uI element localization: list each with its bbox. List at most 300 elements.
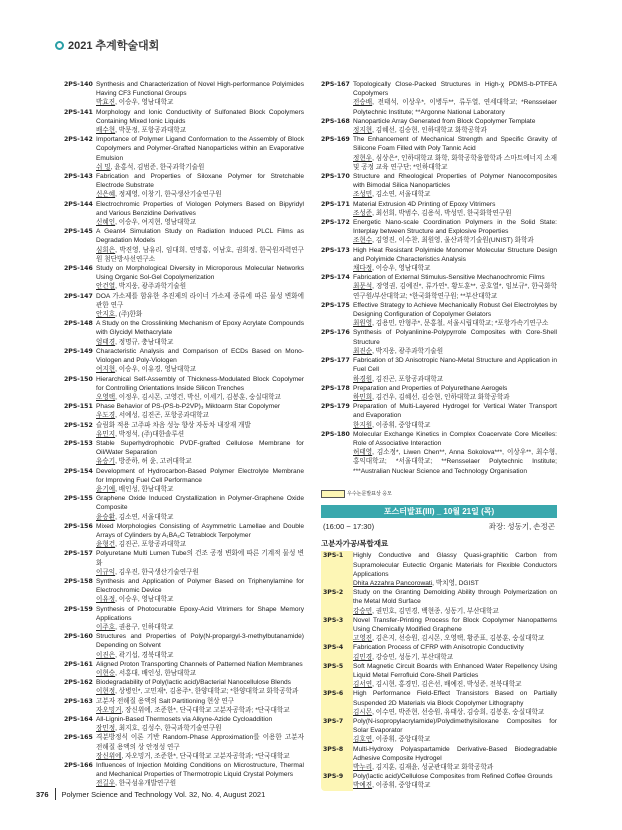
entry-body [96, 135, 304, 172]
entry-code: 2PS-149 [64, 347, 93, 355]
presenting-author: 조성민 [353, 191, 373, 199]
entry-code: 2PS-142 [64, 136, 93, 144]
entry-body [96, 605, 304, 633]
abstract-entry [64, 733, 304, 761]
entry-title: All-Lignin-Based Thermosets via Alkyne-Azide Cycloaddition [96, 716, 273, 724]
entry-title: Fabrication of 3D Anisotropic Nano-Metal Structure and Application in Fuel Cell [353, 357, 557, 374]
entry-authors [96, 513, 304, 522]
entry-title: Effective Strategy to Achieve Mechanically Robust Gel Electrolytes by Designing Configuration of Copolymer Gelators [353, 301, 557, 319]
presenting-author: 최원영 [353, 320, 373, 328]
entry-body [96, 678, 304, 696]
presenting-author: 김서연 [353, 681, 373, 689]
entry-authors [353, 236, 557, 245]
entry-body [353, 135, 557, 172]
coauthors-affiliation: , 김건우, 김혜선, 김승현, 인하대학교 화학공학과 [372, 393, 510, 401]
entry-title: A Study on the Crosslinking Mechanism of Epoxy Acrylate Compounds with Glycidyl Methacrylate [96, 320, 304, 337]
entry-body [353, 588, 557, 616]
entry-body [96, 227, 304, 264]
entry-authors [96, 218, 304, 227]
abstract-entry [64, 319, 304, 347]
entry-title: Fabrication Process of CFRP with Anisotropic Conductivity [353, 644, 524, 652]
entry-code: 2PS-178 [321, 384, 350, 392]
presenting-author: 김호연 [353, 736, 373, 744]
presenting-author: 안건열 [96, 283, 116, 291]
entry-body [96, 522, 304, 550]
entry-title: Preparation and Properties of Polyurethane Aerogels [353, 384, 508, 392]
entry-code: 2PS-170 [321, 173, 350, 181]
entry-authors [353, 579, 557, 588]
abstract-entry [321, 273, 557, 301]
entry-body [353, 301, 557, 329]
coauthors-affiliation: , 이정우, 김시몬, 고영건, 박신, 이세기, 김봉훈, 숭실대학교 [115, 393, 281, 401]
entry-title: DOA 가소제를 함유한 추진제의 라이너 가소제 종류에 따른 물성 변화에 관한 연구 [96, 292, 304, 309]
coauthors-affiliation: , 김용민, 안형주*, 문홍철, 서울시립대학교; *포항가속기연구소 [372, 320, 549, 328]
entry-code: 3PS-7 [321, 717, 353, 745]
entry-title: Multi-Hydroxy Polyaspartamide Derivative-Based Biodegradable Adhesive Composite Hydrogel [353, 745, 557, 762]
entry-body [353, 717, 557, 745]
legend-label: 우수논문발표상 응모 [347, 490, 392, 497]
entry-code: 2PS-180 [321, 430, 350, 438]
entry-body [96, 733, 304, 761]
coauthors-affiliation: , 이승우, 여지현, 영남대학교 [115, 219, 197, 227]
entry-authors [96, 485, 304, 494]
coauthors-affiliation: , 이승우, 이유경, 영남대학교 [115, 366, 197, 374]
session-entries [321, 551, 557, 790]
abstract-entry [64, 522, 304, 550]
entry-code: 2PS-148 [64, 320, 93, 328]
entry-body [353, 662, 557, 690]
presenting-author: 채다정 [353, 265, 373, 273]
entry-title: Molecular Exchange Kinetics in Complex Coacervate Core Micelles: Role of Associative Interaction [353, 430, 557, 447]
coauthors-affiliation: , 자오밍거, 조준한*, 단국대학교 고분자공학과; *단국대학교 [121, 752, 290, 760]
entry-title: Poly(lactic acid)/Cellulose Composites from Refined Coffee Grounds [353, 773, 553, 781]
presenting-author: 김민경 [353, 653, 373, 661]
coauthors-affiliation: , 곽기섭, 경북대학교 [115, 651, 174, 659]
entry-authors [96, 393, 304, 402]
entry-code: 2PS-150 [64, 375, 93, 383]
entry-code: 2PS-140 [64, 81, 93, 88]
legend [321, 490, 557, 499]
presenting-author: 박누리 [353, 764, 373, 772]
abstract-entry [321, 643, 557, 661]
entry-body [96, 549, 304, 577]
entry-code: 3PS-4 [321, 643, 353, 661]
coauthors-affiliation: , 권민호, 김민경, 백현종, 성동기, 부산대학교 [372, 607, 499, 615]
entry-body [353, 356, 557, 384]
entry-title: 격분방정식 이론 기반 Random-Phase Approximation를 이용한 고분자 전해질 용액의 상 안정성 연구 [96, 734, 304, 751]
entry-authors [353, 319, 557, 328]
entry-body [353, 328, 557, 356]
entry-authors [353, 653, 557, 662]
coauthors-affiliation: , 이수연, 박준현, 선승원, 유태상, 김승희, 김봉훈, 숭실대학교 [372, 708, 545, 716]
presenting-author: 엄태경 [96, 338, 116, 346]
entry-title: Soft Magnetic Circuit Boards with Enhanced Water Repellency Using Liquid Metal Ferrofluid Core-Shell Particles [353, 662, 557, 679]
coauthors-affiliation: , 배인성, 한남대학교 [115, 485, 174, 493]
entry-code: 3PS-5 [321, 662, 353, 690]
abstract-entry [321, 80, 557, 117]
abstract-entry [64, 264, 304, 292]
presenting-author: 쉬 밍 [96, 163, 111, 171]
entry-authors [96, 568, 304, 577]
entry-authors [96, 752, 304, 761]
entry-code: 2PS-167 [321, 81, 350, 88]
footer [36, 788, 265, 800]
entry-code: 2PS-143 [64, 173, 93, 181]
entry-code: 2PS-174 [321, 274, 350, 282]
entry-title: Development of Hydrocarbon-Based Polymer Electrolyte Membrane for Improving Fuel Cell Performance [96, 467, 304, 484]
abstract-entry [64, 439, 304, 467]
abstract-entry [321, 772, 557, 790]
entry-code: 3PS-6 [321, 689, 353, 717]
entry-body [96, 577, 304, 605]
presenting-author: 신혜인 [96, 219, 116, 227]
entry-code: 2PS-146 [64, 265, 93, 273]
presenting-author: 한지원 [353, 421, 373, 429]
presenting-author: 윤승환 [96, 513, 116, 521]
entry-code: 2PS-155 [64, 495, 93, 503]
entry-title: High Performance Field-Effect Transistors Based on Partially Suspended 2D Materials via Block Copolymer Lithography [353, 690, 557, 707]
entry-code: 2PS-160 [64, 633, 93, 641]
abstract-entry [64, 632, 304, 660]
abstract-entry [64, 715, 304, 733]
coauthors-affiliation: , 정명규, 충남대학교 [115, 338, 174, 346]
entry-authors [96, 687, 304, 696]
entry-authors [353, 98, 557, 116]
left-column [64, 80, 304, 789]
abstract-entry [64, 678, 304, 696]
session-time-row [321, 522, 557, 531]
entry-authors [96, 457, 304, 466]
abstract-entry [64, 80, 304, 108]
entry-title: Hierarchical Self-Assembly of Thickness-Modulated Block Copolymer for Controlling Orientations Inside Silicon Trenches [96, 375, 304, 392]
entry-code: 2PS-153 [64, 439, 93, 447]
presenting-author: 여지현 [96, 366, 116, 374]
presenting-author: 정현우 [353, 154, 373, 162]
entry-authors [96, 246, 304, 264]
presenting-author: 자오밍거 [96, 706, 122, 714]
abstract-entry [64, 605, 304, 633]
presenting-author: 오영택 [96, 393, 116, 401]
entry-body [96, 200, 304, 228]
presenting-author: 최진순 [353, 347, 373, 355]
session-time: (16:00 ~ 17:30) [323, 521, 375, 531]
entry-title: Study on Morphological Diversity in Microporous Molecular Networks Using Organic Sol-Gel Copolymerization [96, 265, 304, 282]
entry-authors [353, 375, 557, 384]
entry-code: 2PS-179 [321, 403, 350, 411]
footer-divider [55, 788, 56, 800]
presenting-author: 이주호 [96, 623, 116, 631]
right-column [321, 80, 557, 791]
presenting-author: 우도경 [96, 412, 116, 420]
entry-authors [353, 607, 557, 616]
coauthors-affiliation: , 방준하, 허 윤, 고려대학교 [115, 458, 192, 466]
entry-title: Synthesis of Polyanlinine-Polypyrrole Composites with Core-Shell Structure [353, 329, 557, 346]
coauthors-affiliation: , 윤홍석, 김범준, 한국과학기술원 [110, 163, 205, 171]
abstract-entry [321, 135, 557, 172]
abstract-entry [64, 375, 304, 403]
coauthors-affiliation: , 박문정, 포항공과대학교 [115, 127, 187, 135]
coauthors-affiliation: , 한국섬유개발연구원 [115, 780, 177, 788]
entry-code: 2PS-171 [321, 200, 350, 208]
entry-body [96, 421, 304, 439]
coauthors-affiliation: , 이승우, 영남대학교 [115, 99, 174, 107]
entry-body [353, 172, 557, 200]
entry-body [96, 375, 304, 403]
entry-authors [96, 540, 304, 549]
entry-authors [353, 781, 557, 790]
entry-title: Stable Superhydrophobic PVDF-grafted Cellulose Membrane for Oil/Water Separation [96, 439, 304, 457]
entry-authors [353, 393, 557, 402]
presenting-author: 이진은 [96, 651, 116, 659]
entry-title: Mixed Morphologies Consisting of Asymmetric Lamellae and Double Arrays of Cylinders by A₁BA₂C Tetrablock Terpolymer [96, 522, 304, 539]
entry-code: 3PS-8 [321, 745, 353, 773]
coauthors-affiliation: , 김소정*, Liwen Chen**, Anna Sokolova***, 이상우**, 최수형, 홍익대학교; *서울대학교; **Rensselaer Polytechnic Institute; ***Australian Nuclear Science and Technology Organisation [353, 449, 557, 475]
coauthors-affiliation: , 김진곤, 포항공과대학교 [115, 541, 187, 549]
page-number: 376 [36, 789, 49, 799]
entry-body [96, 761, 304, 789]
entry-authors [353, 735, 557, 744]
entry-body [96, 467, 304, 495]
entry-authors [353, 209, 557, 218]
coauthors-affiliation: , 김우진, 한국생산기술연구원 [115, 568, 199, 576]
session-chair: 좌장: 성동기, 손정곤 [488, 521, 555, 531]
session-banner: 포스터발표(III) _ 10월 21일 (목) [321, 505, 557, 518]
page-header [55, 37, 159, 53]
entry-authors [353, 264, 557, 273]
entry-body [353, 218, 557, 246]
right-entries [321, 80, 557, 476]
abstract-entry [321, 717, 557, 745]
entry-title: Highly Conductive and Glassy Quasi-graphitic Carbon from Supramolecular Eutectic Organic Materials for Flexible Conductors Applications [353, 552, 557, 578]
entry-body [96, 264, 304, 292]
abstract-entry [64, 577, 304, 605]
entry-authors [353, 126, 557, 135]
entry-authors [96, 98, 304, 107]
entry-title: Nanoparticle Array Generated from Block Copolymer Template [353, 117, 536, 125]
abstract-entry [321, 356, 557, 384]
presenting-author: 장신위에 [96, 752, 122, 760]
abstract-entry [321, 218, 557, 246]
presenting-author: Dhita Azzahra Pancorowati [353, 579, 433, 587]
abstract-entry [321, 689, 557, 717]
entry-title: Biodegradability of Poly(lactic acid)/Bacterial Nanocellulose Blends [96, 679, 291, 687]
coauthors-affiliation: , 강승민, 성동기, 부산대학교 [372, 653, 454, 661]
abstract-entry [321, 551, 557, 588]
entry-code: 3PS-9 [321, 772, 353, 790]
entry-title: Characteristic Analysis and Comparison of ECDs Based on Mono-Viologen and Poly-Viologen [96, 347, 304, 365]
entry-title: Synthesis and Characterization of Novel High-performance Polyimides Having CF3 Functional Groups [96, 81, 304, 98]
entry-body [96, 347, 304, 375]
entry-body [353, 80, 557, 117]
entry-title: The Enhancement of Mechanical Strength and Specific Gravity of Silicone Foam Filled with Poly Tannic Acid [353, 136, 557, 153]
presenting-author: 유민지 [96, 430, 116, 438]
abstract-entry [64, 467, 304, 495]
coauthors-affiliation: , 서홍대, 배인성, 한남대학교 [115, 670, 197, 677]
section-title: 고분자가공/복합재료 [321, 539, 389, 549]
presenting-author: 윤형건 [96, 541, 116, 549]
entry-body [353, 772, 557, 790]
abstract-entry [64, 292, 304, 320]
coauthors-affiliation: , 김은지, 선승원, 김시몬, 오영택, 황준표, 김봉훈, 숭실대학교 [372, 635, 545, 643]
entry-body [353, 616, 557, 644]
entry-authors [96, 126, 304, 135]
entry-code: 2PS-162 [64, 679, 93, 687]
entry-title: 고분자 전해질 용액의 Salt Partitioning 현상 연구 [96, 697, 235, 705]
entry-title: Novel Transfer-Printing Process for Block Copolymer Nanopatterns Using Chemically Modified Graphene [353, 616, 557, 633]
entry-code: 2PS-147 [64, 292, 93, 300]
entry-body [96, 172, 304, 200]
entry-authors [96, 282, 304, 291]
entry-title: A Geant4 Simulation Study on Radiation Induced PLCL Films as Degradation Models [96, 228, 304, 245]
presenting-author: 하민희 [353, 393, 373, 401]
presenting-author: 박예진 [353, 782, 373, 790]
abstract-entry [64, 660, 304, 678]
presenting-author: 김시몬 [353, 708, 373, 716]
coauthors-affiliation: , (주)한화 [115, 311, 143, 319]
entry-body [353, 246, 557, 274]
entry-title: Aligned Proton Transporting Channels of Patterned Nafion Membranes [96, 660, 303, 668]
abstract-entry [321, 328, 557, 356]
entry-code: 2PS-151 [64, 403, 93, 411]
coauthors-affiliation: , 이종휘, 중앙대학교 [372, 736, 431, 744]
entry-code: 2PS-156 [64, 522, 93, 530]
presenting-author: 이유정 [96, 596, 116, 604]
entry-code: 2PS-168 [321, 117, 350, 125]
entry-code: 2PS-173 [321, 246, 350, 254]
entry-body [96, 80, 304, 108]
entry-code: 3PS-3 [321, 616, 353, 644]
abstract-entry [321, 200, 557, 218]
entry-body [353, 745, 557, 773]
entry-body [353, 643, 557, 661]
entry-body [353, 200, 557, 218]
entry-body [96, 402, 304, 420]
entry-code: 2PS-172 [321, 219, 350, 227]
presenting-author: 신은혜 [96, 191, 116, 199]
coauthors-affiliation: , 김소연, 서울대학교 [115, 513, 174, 521]
presenting-author: 하경원 [353, 375, 373, 383]
abstract-entry [64, 761, 304, 789]
entry-title: Fabrication of External Stimulus-Sensitive Mechanochromic Films [353, 274, 545, 282]
abstract-entry [64, 549, 304, 577]
abstract-entry [64, 108, 304, 136]
presenting-author: 허태영 [353, 449, 373, 457]
coauthors-affiliation: , 심상은*, 인하대학교 화학, 화학공학융합학과 스마트에너지 소재 및 공정 교육 연구단; *인하대학교 [353, 154, 557, 171]
abstract-entry [64, 494, 304, 522]
entry-title: Synthesis and Application of Polymer Based on Triphenylamine for Electrochromic Device [96, 577, 304, 595]
entry-authors [353, 680, 557, 689]
entry-authors [353, 634, 557, 643]
entry-authors [353, 421, 557, 430]
entry-body [353, 430, 557, 476]
entry-title: Morphology and Ionic Conductivity of Sulfonated Block Copolymers Containing Mixed Ionic Liquids [96, 108, 304, 125]
abstract-entry [64, 135, 304, 172]
abstract-entry [321, 616, 557, 644]
coauthors-affiliation: , 김소연, 서울대학교 [372, 191, 431, 199]
entry-authors [353, 708, 557, 717]
coauthors-affiliation: , 이승우, 영남대학교 [372, 265, 431, 273]
presenting-author: 전길우 [96, 780, 116, 788]
entry-title: Topologically Close-Packed Structures in High-χ PDMS-b-PTFEA Copolymers [353, 81, 557, 98]
entry-title: Fabrication and Properties of Siloxane Polymer for Stretchable Electrode Substrate [96, 173, 304, 190]
presenting-author: 안지호 [96, 311, 116, 319]
coauthors-affiliation: , 김영진, 이수찬, 최원영, 울산과학기술원(UNIST) 화학과 [372, 237, 534, 245]
entry-authors [96, 163, 304, 172]
entry-title: High Heat Resistant Polyimide Monomer Molecular Structure Design and Polyimide Characteristics Analysis [353, 246, 557, 263]
entry-authors [353, 347, 557, 356]
entry-code: 2PS-169 [321, 136, 350, 144]
entry-authors [96, 669, 304, 678]
abstract-entry [64, 421, 304, 439]
entry-authors [353, 763, 557, 772]
coauthors-affiliation: , 박지웅, 광주과학기술원 [372, 347, 444, 355]
entry-body [96, 108, 304, 136]
entry-title: Structure and Rheological Properties of Polymer Nanocomposites with Bimodal Silica Nanoparticles [353, 173, 557, 190]
coauthors-affiliation: , 김시현, 홍경민, 김은선, 배예진, 박성준, 전북대학교 [372, 681, 522, 689]
abstract-entry [321, 384, 557, 402]
entry-body [353, 384, 557, 402]
coauthors-affiliation: , 박치영, DGIST [432, 579, 479, 587]
entry-title: Poly(N-isopropylacrylamide)/Polydimethylsiloxane Composites for Solar Evaporator [353, 718, 557, 735]
entry-body [96, 660, 304, 678]
abstract-entry [321, 430, 557, 476]
presenting-author: 조성준 [353, 209, 373, 217]
abstract-entry [64, 347, 304, 375]
entry-code: 2PS-161 [64, 660, 93, 668]
entry-code: 2PS-175 [321, 301, 350, 309]
circle-bullet-icon [55, 41, 64, 50]
coauthors-affiliation: , 장영권, 김예진*, 류가연*, 황도훈**, 공호열*, 임보규*, 한국화학연구원/부산대학교; *한국화학연구원; **부산대학교 [353, 283, 557, 300]
entry-authors [96, 190, 304, 199]
entry-body [96, 494, 304, 522]
coauthors-affiliation: , 최지호, 김성수, 한국과학기술연구원 [115, 725, 222, 733]
entry-body [353, 551, 557, 588]
abstract-entry [64, 402, 304, 420]
entry-code: 2PS-159 [64, 605, 93, 613]
entry-code: 2PS-145 [64, 228, 93, 236]
entry-body [96, 319, 304, 347]
entry-code: 2PS-141 [64, 108, 93, 116]
entry-authors [353, 154, 557, 172]
entry-authors [96, 411, 304, 420]
entry-code: 2PS-164 [64, 716, 93, 724]
journal-info: Polymer Science and Technology Vol. 32, No. 4, August 2021 [61, 789, 266, 799]
entry-code: 2PS-144 [64, 200, 93, 208]
abstract-entry [321, 662, 557, 690]
entry-code: 3PS-2 [321, 588, 353, 616]
coauthors-affiliation: , 이승우, 영남대학교 [115, 596, 174, 604]
entry-authors [353, 448, 557, 476]
entry-body [96, 697, 304, 715]
presenting-author: 박효진 [96, 99, 116, 107]
presenting-author: 강승민 [353, 607, 373, 615]
entry-authors [96, 430, 304, 439]
presenting-author: 유승기 [96, 458, 116, 466]
abstract-entry [321, 246, 557, 274]
entry-authors [353, 282, 557, 300]
entry-title: Polyuretane Multi Lumen Tube의 건조 공정 변화에 따른 기계적 물성 변화 [96, 550, 304, 567]
entry-body [96, 632, 304, 660]
presenting-author: 전승배 [353, 99, 373, 107]
entry-code: 2PS-177 [321, 357, 350, 365]
entry-title: Preparation of Multi-Layered Hydrogel for Vertical Water Transport and Evaporation [353, 403, 557, 420]
coauthors-affiliation: , 최선희, 박범수, 김용석, 박성민, 한국화학연구원 [372, 209, 512, 217]
coauthors-affiliation: , 김혜선, 김승현, 인하대학교 화학공학과 [372, 127, 487, 135]
coauthors-affiliation: , 박지웅, 광주과학기술원 [115, 283, 187, 291]
coauthors-affiliation: , 상병인*, 고민재*, 김용주*, 한양대학교; *한양대학교 화학공학과 [115, 688, 299, 696]
presenting-author: 이규익 [96, 568, 116, 576]
abstract-entry [64, 227, 304, 264]
